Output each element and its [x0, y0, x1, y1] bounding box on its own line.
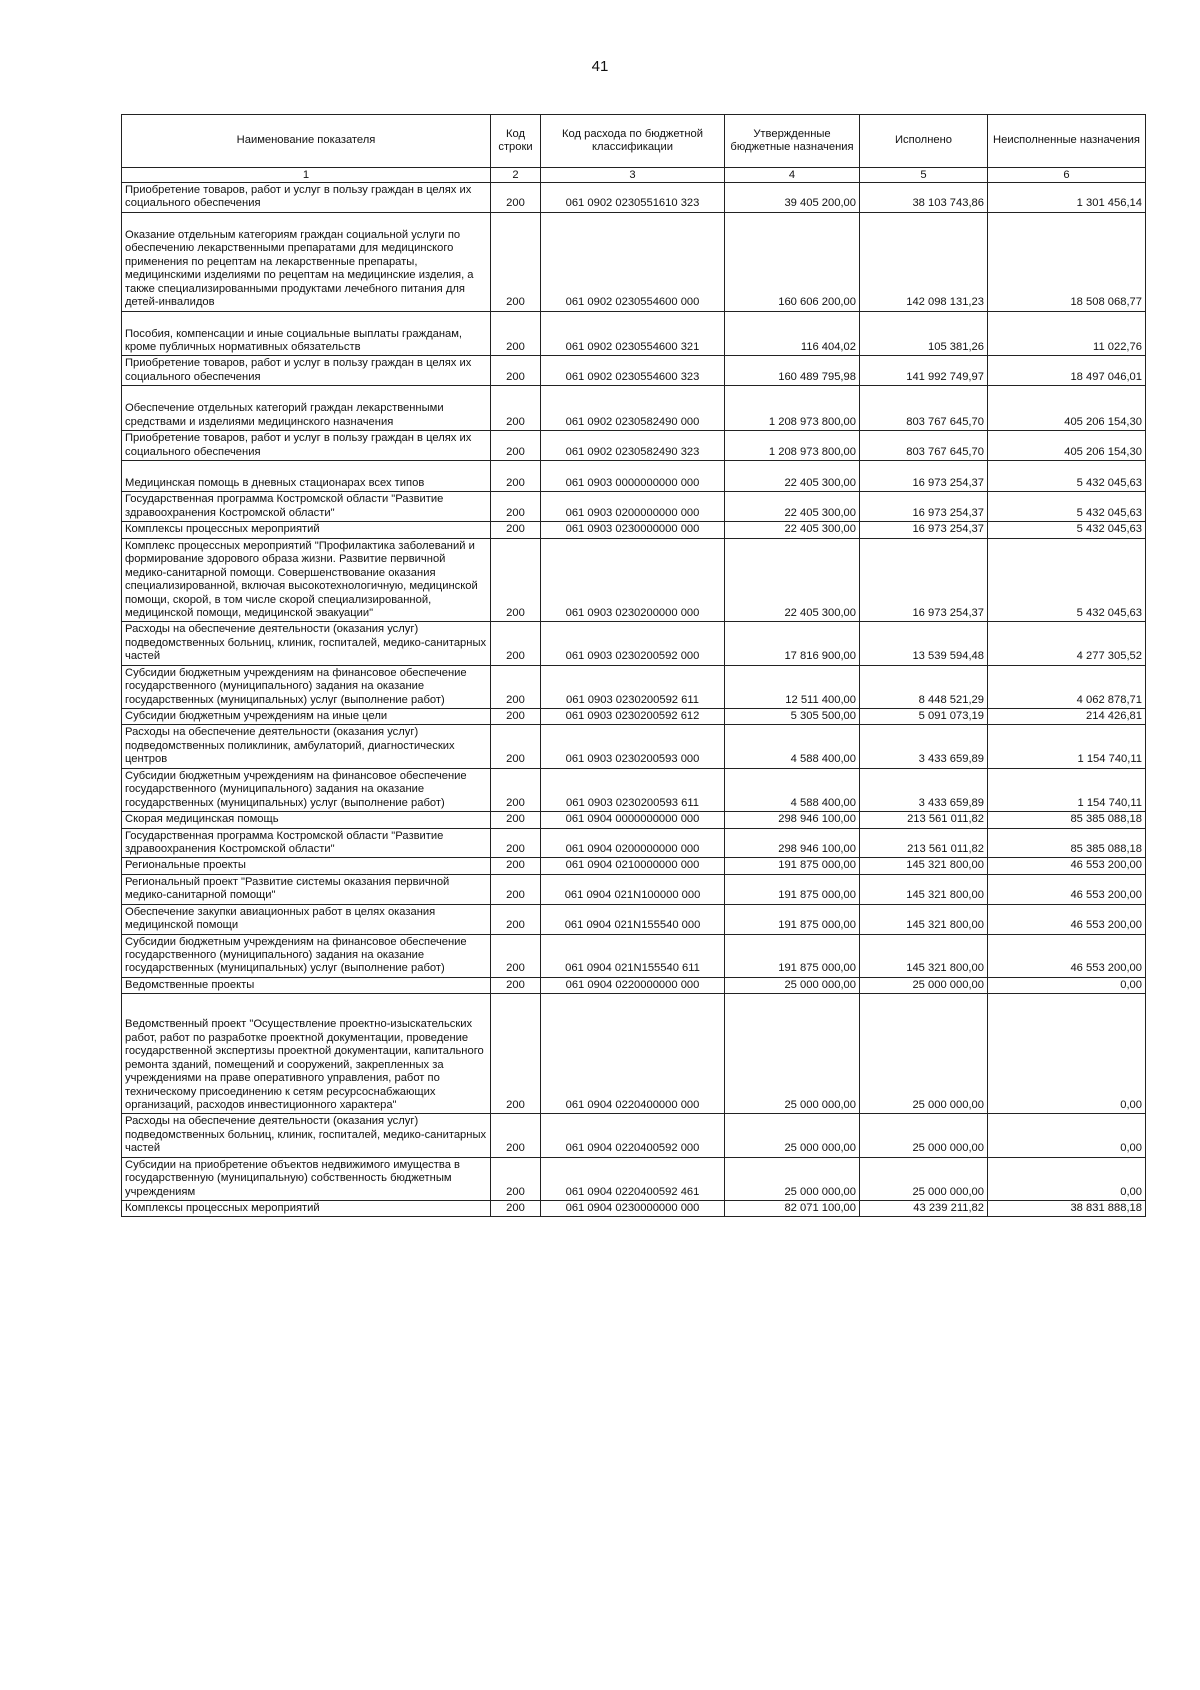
row-kbk: 061 0904 0220000000 000: [541, 977, 725, 993]
row-code: 200: [491, 492, 541, 522]
table-row: [122, 538, 1146, 622]
row-name: Субсидии бюджетным учреждениям на финансовое обеспечение государственного (муниципального) задания на оказание государственных (муниципальных) услуг (выполнение работ): [122, 934, 491, 977]
row-unexecuted: 1 301 456,14: [988, 183, 1146, 213]
row-code: 200: [491, 356, 541, 386]
row-approved: 22 405 300,00: [725, 538, 860, 622]
row-kbk: 061 0903 0230200593 611: [541, 768, 725, 811]
row-executed: 803 767 645,70: [860, 431, 988, 461]
row-code: 200: [491, 828, 541, 858]
row-executed: 142 098 131,23: [860, 212, 988, 311]
row-unexecuted: 5 432 045,63: [988, 538, 1146, 622]
row-approved: 22 405 300,00: [725, 492, 860, 522]
row-executed: 38 103 743,86: [860, 183, 988, 213]
column-number: 1: [122, 168, 491, 183]
row-code: 200: [491, 709, 541, 725]
row-executed: 145 321 800,00: [860, 934, 988, 977]
row-unexecuted: 5 432 045,63: [988, 492, 1146, 522]
row-kbk: 061 0903 0230000000 000: [541, 522, 725, 538]
row-name: Ведомственные проекты: [122, 977, 491, 993]
row-name: Субсидии бюджетным учреждениям на финансовое обеспечение государственного (муниципального) задания на оказание государственных (муниципальных) услуг (выполнение работ): [122, 768, 491, 811]
table-row: [122, 874, 1146, 904]
row-kbk: 061 0902 0230551610 323: [541, 183, 725, 213]
row-unexecuted: 18 497 046,01: [988, 356, 1146, 386]
table-row: [122, 183, 1146, 213]
row-unexecuted: 1 154 740,11: [988, 768, 1146, 811]
header-name: Наименование показателя: [122, 115, 491, 168]
row-approved: 298 946 100,00: [725, 828, 860, 858]
column-number: 4: [725, 168, 860, 183]
table-row: [122, 311, 1146, 356]
table-body: [122, 183, 1146, 1217]
row-unexecuted: 0,00: [988, 1114, 1146, 1157]
row-executed: 213 561 011,82: [860, 812, 988, 828]
row-kbk: 061 0902 0230554600 323: [541, 356, 725, 386]
row-code: 200: [491, 768, 541, 811]
row-name: Государственная программа Костромской области "Развитие здравоохранения Костромской области": [122, 828, 491, 858]
row-executed: 25 000 000,00: [860, 994, 988, 1114]
budget-execution-table: [121, 114, 1146, 1217]
row-name: Расходы на обеспечение деятельности (оказания услуг) подведомственных больниц, клиник, госпиталей, медико-санитарных частей: [122, 1114, 491, 1157]
row-kbk: 061 0903 0200000000 000: [541, 492, 725, 522]
row-kbk: 061 0904 0000000000 000: [541, 812, 725, 828]
row-name: Приобретение товаров, работ и услуг в пользу граждан в целях их социального обеспечения: [122, 183, 491, 213]
row-unexecuted: 46 553 200,00: [988, 874, 1146, 904]
row-executed: 105 381,26: [860, 311, 988, 356]
row-code: 200: [491, 858, 541, 874]
row-kbk: 061 0902 0230582490 000: [541, 386, 725, 431]
row-unexecuted: 0,00: [988, 1157, 1146, 1200]
row-unexecuted: 0,00: [988, 977, 1146, 993]
row-executed: 3 433 659,89: [860, 725, 988, 768]
row-code: 200: [491, 874, 541, 904]
row-name: Региональные проекты: [122, 858, 491, 874]
row-name: Скорая медицинская помощь: [122, 812, 491, 828]
table-row: [122, 622, 1146, 665]
row-executed: 8 448 521,29: [860, 665, 988, 708]
row-code: 200: [491, 1114, 541, 1157]
row-executed: 13 539 594,48: [860, 622, 988, 665]
row-unexecuted: 4 277 305,52: [988, 622, 1146, 665]
row-executed: 43 239 211,82: [860, 1201, 988, 1217]
table-row: [122, 1157, 1146, 1200]
row-name: Оказание отдельным категориям граждан социальной услуги по обеспечению лекарственными препаратами для медицинского применения по рецептам на лекарственные препараты, медицинскими изделиями по рецептам на медицинские изделия, а также специализированными продуктами лечебного питания для детей-инвалидов: [122, 212, 491, 311]
row-approved: 298 946 100,00: [725, 812, 860, 828]
row-approved: 191 875 000,00: [725, 874, 860, 904]
table-row: [122, 934, 1146, 977]
row-approved: 25 000 000,00: [725, 994, 860, 1114]
row-executed: 145 321 800,00: [860, 874, 988, 904]
row-kbk: 061 0902 0230582490 323: [541, 431, 725, 461]
header-code: Код строки: [491, 115, 541, 168]
table-row: [122, 356, 1146, 386]
row-name: Государственная программа Костромской области "Развитие здравоохранения Костромской области": [122, 492, 491, 522]
row-name: Региональный проект "Развитие системы оказания первичной медико-санитарной помощи": [122, 874, 491, 904]
row-unexecuted: 405 206 154,30: [988, 386, 1146, 431]
row-executed: 145 321 800,00: [860, 858, 988, 874]
table-row: [122, 904, 1146, 934]
table-row: [122, 386, 1146, 431]
table-row: [122, 725, 1146, 768]
table-row: [122, 461, 1146, 492]
header-row: [122, 115, 1146, 168]
row-approved: 4 588 400,00: [725, 768, 860, 811]
row-name: Пособия, компенсации и иные социальные выплаты гражданам, кроме публичных нормативных обязательств: [122, 311, 491, 356]
row-approved: 17 816 900,00: [725, 622, 860, 665]
row-name: Медицинская помощь в дневных стационарах всех типов: [122, 461, 491, 492]
table-row: [122, 1114, 1146, 1157]
row-executed: 25 000 000,00: [860, 1114, 988, 1157]
row-kbk: 061 0903 0000000000 000: [541, 461, 725, 492]
row-kbk: 061 0904 0220400592 000: [541, 1114, 725, 1157]
row-code: 200: [491, 977, 541, 993]
row-kbk: 061 0903 0230200592 611: [541, 665, 725, 708]
table-row: [122, 1201, 1146, 1217]
row-code: 200: [491, 622, 541, 665]
row-code: 200: [491, 538, 541, 622]
table-row: [122, 212, 1146, 311]
row-approved: 12 511 400,00: [725, 665, 860, 708]
row-code: 200: [491, 904, 541, 934]
column-number-row: [122, 168, 1146, 183]
row-code: 200: [491, 461, 541, 492]
row-approved: 1 208 973 800,00: [725, 431, 860, 461]
row-approved: 25 000 000,00: [725, 1114, 860, 1157]
row-name: Ведомственный проект "Осуществление проектно-изыскательских работ, работ по разработке проектной документации, проведение государственной экспертизы проектной документации, капитального ремонта зданий, помещений и сооружений, закрепленных за учреждениями на праве оперативного управления, работ по техническому присоединению к сетям ресурсоснабжающих организаций, расходов инвестиционного характера": [122, 994, 491, 1114]
row-code: 200: [491, 994, 541, 1114]
row-approved: 191 875 000,00: [725, 934, 860, 977]
row-executed: 5 091 073,19: [860, 709, 988, 725]
row-executed: 213 561 011,82: [860, 828, 988, 858]
row-kbk: 061 0903 0230200592 612: [541, 709, 725, 725]
table-row: [122, 768, 1146, 811]
row-approved: 191 875 000,00: [725, 858, 860, 874]
row-name: Расходы на обеспечение деятельности (оказания услуг) подведомственных поликлиник, амбулаторий, диагностических центров: [122, 725, 491, 768]
row-code: 200: [491, 212, 541, 311]
table-row: [122, 431, 1146, 461]
row-code: 200: [491, 431, 541, 461]
row-kbk: 061 0904 021N100000 000: [541, 874, 725, 904]
row-code: 200: [491, 386, 541, 431]
row-kbk: 061 0903 0230200593 000: [541, 725, 725, 768]
row-approved: 22 405 300,00: [725, 461, 860, 492]
row-approved: 4 588 400,00: [725, 725, 860, 768]
row-approved: 191 875 000,00: [725, 904, 860, 934]
row-executed: 145 321 800,00: [860, 904, 988, 934]
row-unexecuted: 11 022,76: [988, 311, 1146, 356]
row-kbk: 061 0903 0230200592 000: [541, 622, 725, 665]
row-name: Обеспечение закупки авиационных работ в целях оказания медицинской помощи: [122, 904, 491, 934]
row-unexecuted: 38 831 888,18: [988, 1201, 1146, 1217]
row-approved: 116 404,02: [725, 311, 860, 356]
row-name: Субсидии на приобретение объектов недвижимого имущества в государственную (муниципальную) собственность бюджетным учреждениям: [122, 1157, 491, 1200]
row-executed: 3 433 659,89: [860, 768, 988, 811]
row-unexecuted: 46 553 200,00: [988, 858, 1146, 874]
row-kbk: 061 0904 0200000000 000: [541, 828, 725, 858]
table-row: [122, 994, 1146, 1114]
row-executed: 16 973 254,37: [860, 522, 988, 538]
row-code: 200: [491, 665, 541, 708]
row-unexecuted: 0,00: [988, 994, 1146, 1114]
row-name: Обеспечение отдельных категорий граждан лекарственными средствами и изделиями медицинского назначения: [122, 386, 491, 431]
row-kbk: 061 0904 0220400592 461: [541, 1157, 725, 1200]
page-number: 41: [591, 58, 609, 75]
table-row: [122, 828, 1146, 858]
row-name: Комплекс процессных мероприятий "Профилактика заболеваний и формирование здорового образа жизни. Развитие первичной медико-санитарной помощи. Совершенствование оказания специализированной, включая высокотехнологичную, медицинской помощи, скорой, в том числе скорой специализированной, медицинской помощи, медицинской эвакуации": [122, 538, 491, 622]
row-approved: 25 000 000,00: [725, 977, 860, 993]
row-approved: 82 071 100,00: [725, 1201, 860, 1217]
row-unexecuted: 5 432 045,63: [988, 461, 1146, 492]
column-number: 2: [491, 168, 541, 183]
row-code: 200: [491, 1201, 541, 1217]
row-approved: 160 489 795,98: [725, 356, 860, 386]
row-unexecuted: 46 553 200,00: [988, 904, 1146, 934]
header-unexecuted: Неисполненные назначения: [988, 115, 1146, 168]
row-executed: 16 973 254,37: [860, 492, 988, 522]
row-code: 200: [491, 1157, 541, 1200]
row-name: Субсидии бюджетным учреждениям на финансовое обеспечение государственного (муниципального) задания на оказание государственных (муниципальных) услуг (выполнение работ): [122, 665, 491, 708]
row-code: 200: [491, 725, 541, 768]
table-row: [122, 665, 1146, 708]
row-kbk: 061 0902 0230554600 000: [541, 212, 725, 311]
table-row: [122, 858, 1146, 874]
row-unexecuted: 214 426,81: [988, 709, 1146, 725]
row-unexecuted: 5 432 045,63: [988, 522, 1146, 538]
row-approved: 160 606 200,00: [725, 212, 860, 311]
row-unexecuted: 85 385 088,18: [988, 812, 1146, 828]
row-name: Комплексы процессных мероприятий: [122, 1201, 491, 1217]
row-executed: 803 767 645,70: [860, 386, 988, 431]
row-unexecuted: 18 508 068,77: [988, 212, 1146, 311]
column-number: 6: [988, 168, 1146, 183]
row-name: Приобретение товаров, работ и услуг в пользу граждан в целях их социального обеспечения: [122, 356, 491, 386]
row-kbk: 061 0903 0230200000 000: [541, 538, 725, 622]
row-executed: 25 000 000,00: [860, 1157, 988, 1200]
row-kbk: 061 0904 0220400000 000: [541, 994, 725, 1114]
row-name: Комплексы процессных мероприятий: [122, 522, 491, 538]
row-unexecuted: 85 385 088,18: [988, 828, 1146, 858]
row-executed: 25 000 000,00: [860, 977, 988, 993]
header-kbk: Код расхода по бюджетной классификации: [541, 115, 725, 168]
table-row: [122, 977, 1146, 993]
table-row: [122, 492, 1146, 522]
row-unexecuted: 46 553 200,00: [988, 934, 1146, 977]
row-code: 200: [491, 522, 541, 538]
row-executed: 16 973 254,37: [860, 538, 988, 622]
row-name: Приобретение товаров, работ и услуг в пользу граждан в целях их социального обеспечения: [122, 431, 491, 461]
row-executed: 16 973 254,37: [860, 461, 988, 492]
row-approved: 25 000 000,00: [725, 1157, 860, 1200]
row-approved: 5 305 500,00: [725, 709, 860, 725]
row-name: Расходы на обеспечение деятельности (оказания услуг) подведомственных больниц, клиник, госпиталей, медико-санитарных частей: [122, 622, 491, 665]
row-name: Субсидии бюджетным учреждениям на иные цели: [122, 709, 491, 725]
row-code: 200: [491, 183, 541, 213]
row-kbk: 061 0904 021N155540 611: [541, 934, 725, 977]
row-kbk: 061 0904 021N155540 000: [541, 904, 725, 934]
row-kbk: 061 0904 0230000000 000: [541, 1201, 725, 1217]
row-unexecuted: 4 062 878,71: [988, 665, 1146, 708]
header-approved: Утвержденные бюджетные назначения: [725, 115, 860, 168]
table-row: [122, 709, 1146, 725]
table-row: [122, 522, 1146, 538]
row-approved: 39 405 200,00: [725, 183, 860, 213]
row-kbk: 061 0904 0210000000 000: [541, 858, 725, 874]
table-row: [122, 812, 1146, 828]
row-kbk: 061 0902 0230554600 321: [541, 311, 725, 356]
row-unexecuted: 1 154 740,11: [988, 725, 1146, 768]
row-code: 200: [491, 311, 541, 356]
row-code: 200: [491, 812, 541, 828]
column-number: 5: [860, 168, 988, 183]
row-executed: 141 992 749,97: [860, 356, 988, 386]
row-unexecuted: 405 206 154,30: [988, 431, 1146, 461]
row-approved: 22 405 300,00: [725, 522, 860, 538]
row-code: 200: [491, 934, 541, 977]
header-executed: Исполнено: [860, 115, 988, 168]
row-approved: 1 208 973 800,00: [725, 386, 860, 431]
column-number: 3: [541, 168, 725, 183]
